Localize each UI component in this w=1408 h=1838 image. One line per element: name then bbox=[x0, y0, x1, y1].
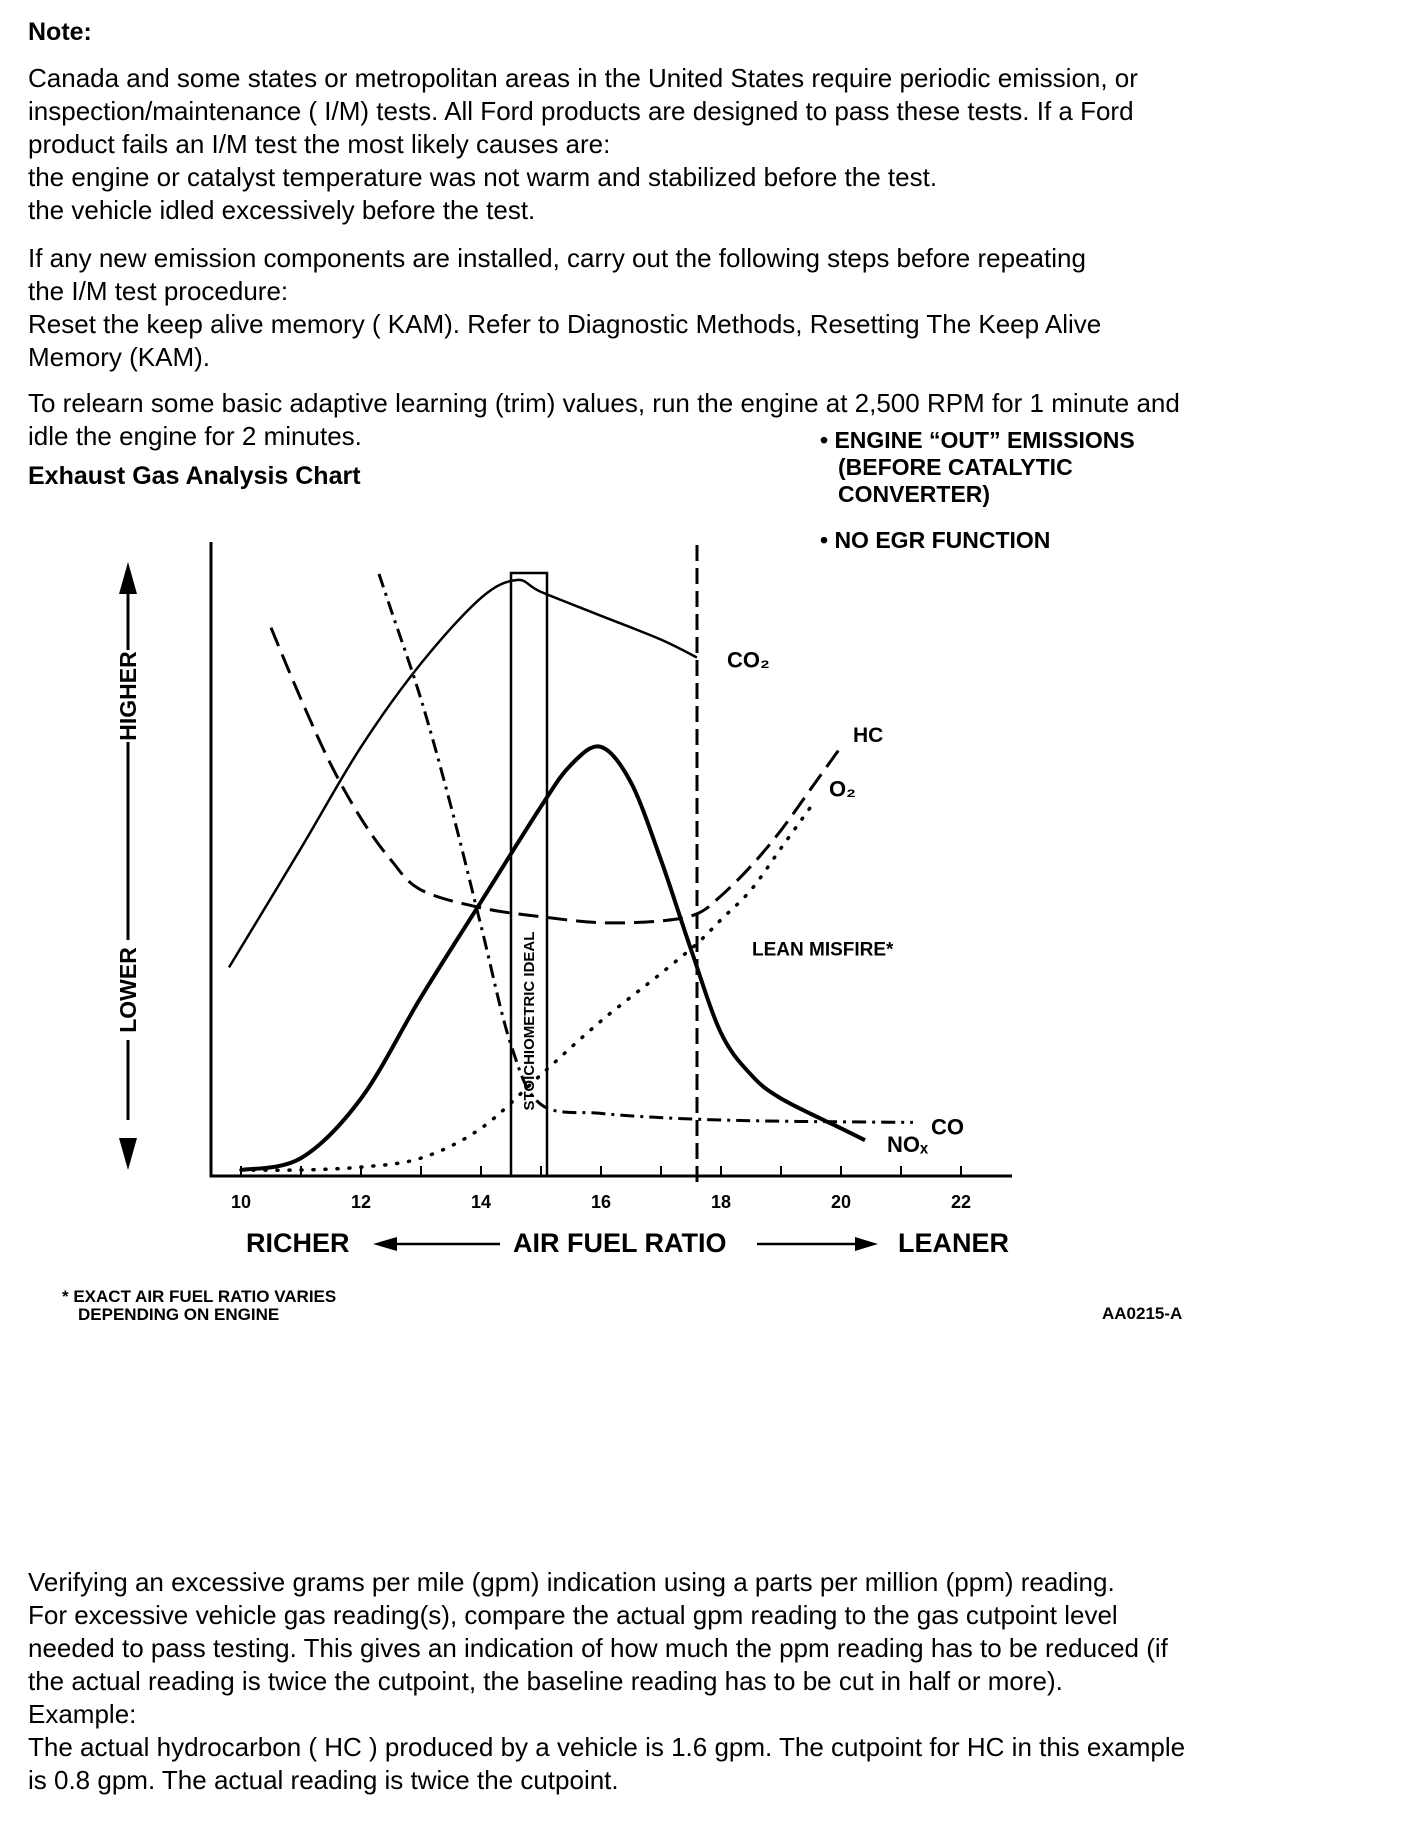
x-tick-label: 12 bbox=[350, 1192, 372, 1212]
y-higher-label: HIGHER bbox=[115, 651, 141, 741]
text-line: product fails an I/M test the most likely causes are: bbox=[28, 129, 611, 159]
co-series-line bbox=[379, 574, 913, 1122]
hc-label: HC bbox=[853, 723, 884, 747]
text-line: the engine or catalyst temperature was not warm and stabilized before the test. bbox=[28, 162, 938, 192]
y-direction-indicator bbox=[112, 562, 144, 1170]
text-line: To relearn some basic adaptive learning (trim) values, run the engine at 2,500 RPM for 1 minute and bbox=[28, 388, 1180, 418]
x-tick-labels bbox=[231, 1192, 971, 1212]
o2-label: O₂ bbox=[829, 776, 856, 802]
x-axis-title: AIR FUEL RATIO bbox=[513, 1228, 727, 1258]
text-line: Memory (KAM). bbox=[28, 342, 210, 372]
text-line: Example: bbox=[28, 1699, 137, 1729]
note-paragraph-1 bbox=[28, 62, 1138, 227]
text-line: Reset the keep alive memory ( KAM). Refer to Diagnostic Methods, Resetting The Keep Alive bbox=[28, 309, 1102, 339]
text-line: inspection/maintenance ( I/M) tests. All Ford products are designed to pass these tests. If a Ford bbox=[28, 96, 1134, 126]
footnote-line: DEPENDING ON ENGINE bbox=[78, 1305, 280, 1324]
text-line: idle the engine for 2 minutes. bbox=[28, 421, 362, 451]
x-tick-label: 18 bbox=[710, 1192, 732, 1212]
legend-note-line: CONVERTER) bbox=[838, 481, 991, 507]
note-title: Note: bbox=[28, 18, 92, 46]
co-label: CO bbox=[931, 1114, 964, 1140]
x-tick-label: 10 bbox=[230, 1192, 252, 1212]
text-line: the actual reading is twice the cutpoint, the baseline reading has to be cut in half or more). bbox=[28, 1666, 1063, 1696]
text-line: Verifying an excessive grams per mile (gpm) indication using a parts per million (ppm) reading. bbox=[28, 1567, 1115, 1597]
text-line: If any new emission components are installed, carry out the following steps before repeating bbox=[28, 243, 1086, 273]
lean-misfire-label: LEAN MISFIRE* bbox=[752, 939, 894, 961]
text-line: is 0.8 gpm. The actual reading is twice the cutpoint. bbox=[28, 1765, 619, 1795]
x-tick-label: 14 bbox=[470, 1192, 492, 1212]
chart-heading: Exhaust Gas Analysis Chart bbox=[28, 462, 361, 490]
legend-notes bbox=[820, 427, 1135, 553]
figure-id: AA0215-A bbox=[1102, 1304, 1183, 1323]
x-tick-label: 22 bbox=[950, 1192, 972, 1212]
x-tick-label: 16 bbox=[590, 1192, 612, 1212]
legend-note-line: • NO EGR FUNCTION bbox=[820, 527, 1051, 553]
co2-label: CO₂ bbox=[727, 647, 770, 673]
x-richer-label: RICHER bbox=[246, 1228, 350, 1258]
text-line: needed to pass testing. This gives an indication of how much the ppm reading has to be reduced (if bbox=[28, 1633, 1168, 1663]
legend-note-line: • ENGINE “OUT” EMISSIONS bbox=[820, 427, 1135, 453]
text-line: Canada and some states or metropolitan areas in the United States require periodic emission, or bbox=[28, 63, 1138, 93]
x-tick-label: 20 bbox=[830, 1192, 852, 1212]
stoichiometric-label: STOICHIOMETRIC IDEAL bbox=[521, 931, 538, 1111]
note-paragraph-2 bbox=[28, 242, 1101, 374]
text-line: the vehicle idled excessively before the test. bbox=[28, 195, 536, 225]
text-line: The actual hydrocarbon ( HC ) produced by a vehicle is 1.6 gpm. The cutpoint for HC in this example bbox=[28, 1732, 1186, 1762]
x-direction-indicator bbox=[246, 1228, 1009, 1258]
legend-note-line: (BEFORE CATALYTIC bbox=[838, 454, 1073, 480]
text-line: the I/M test procedure: bbox=[28, 276, 289, 306]
y-lower-label: LOWER bbox=[115, 947, 141, 1033]
bottom-text bbox=[28, 1566, 1185, 1797]
footnote-line: * EXACT AIR FUEL RATIO VARIES bbox=[62, 1287, 337, 1306]
chart-footnote bbox=[62, 1287, 336, 1324]
x-leaner-label: LEANER bbox=[898, 1228, 1010, 1258]
nox-label: NOₓ bbox=[887, 1132, 929, 1158]
text-line: For excessive vehicle gas reading(s), compare the actual gpm reading to the gas cutpoint level bbox=[28, 1600, 1118, 1630]
